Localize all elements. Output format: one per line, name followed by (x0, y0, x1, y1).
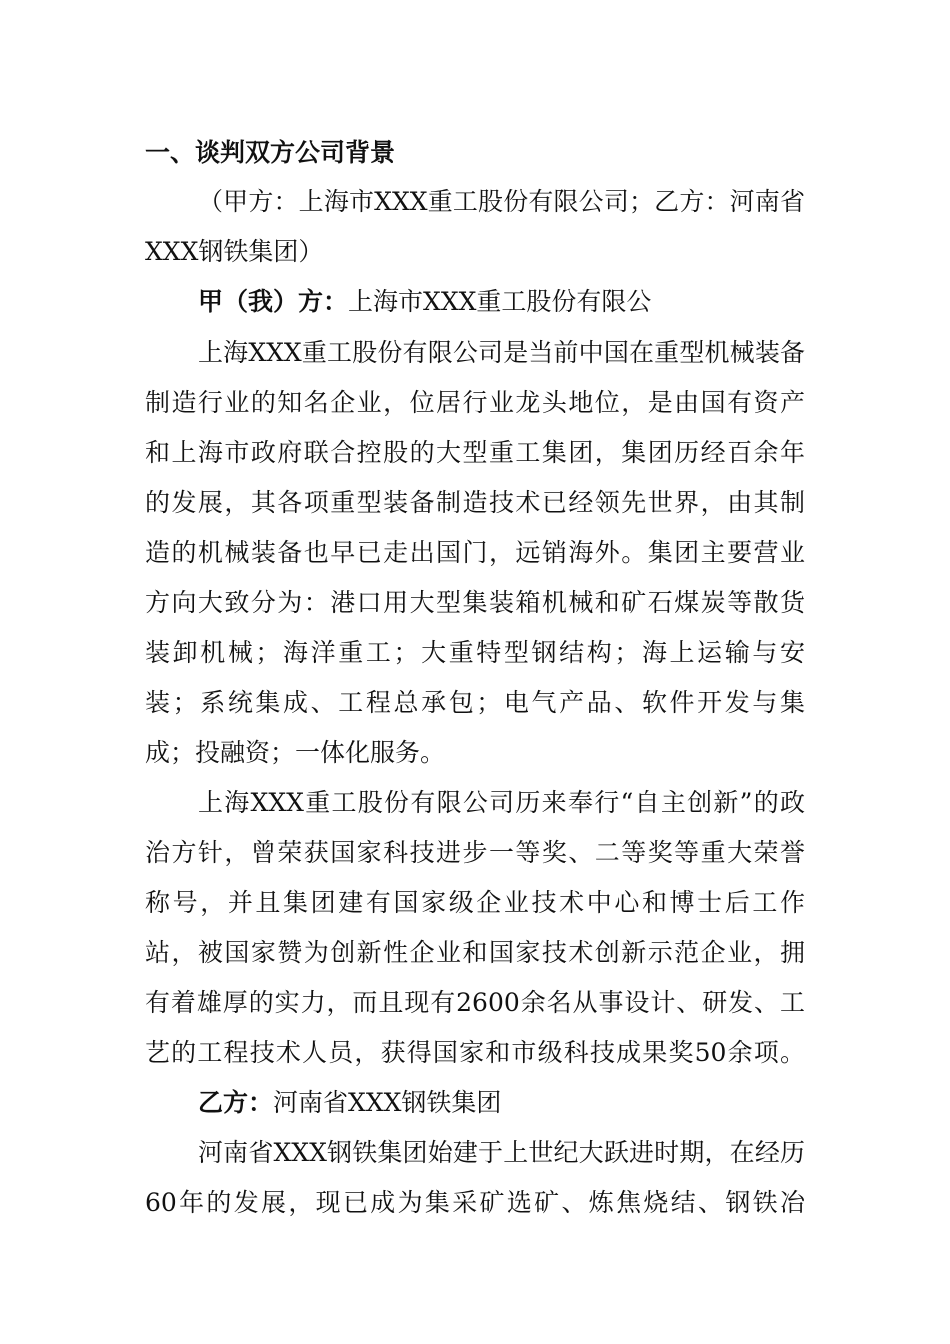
paragraph-line: 艺的工程技术人员，获得国家和市级科技成果奖50余项。 (145, 1038, 805, 1067)
paragraph-line: 治方针，曾荣获国家科技进步一等奖、二等奖等重大荣誉 (145, 838, 805, 867)
paragraph-line: 成；投融资；一体化服务。 (145, 738, 446, 767)
party-a-label: 甲（我）方： (198, 287, 349, 316)
paragraph-line: 河南省XXX钢铁集团始建于上世纪大跃进时期，在经历 (198, 1138, 805, 1167)
paragraph-line: 上海XXX重工股份有限公司历来奉行“自主创新”的政 (198, 788, 805, 817)
paragraph-line: 的发展，其各项重型装备制造技术已经领先世界，由其制 (145, 488, 805, 517)
paragraph-line: 上海XXX重工股份有限公司是当前中国在重型机械装备 (198, 338, 805, 367)
paragraph-line: 和上海市政府联合控股的大型重工集团，集团历经百余年 (145, 438, 805, 467)
paragraph-line: 装；系统集成、工程总承包；电气产品、软件开发与集 (145, 688, 805, 717)
paragraph-line: 方向大致分为：港口用大型集装箱机械和矿石煤炭等散货 (145, 588, 805, 617)
party-a-name: 上海市XXX重工股份有限公 (348, 287, 652, 316)
party-b-heading (198, 1086, 501, 1120)
parties-note-line: XXX钢铁集团） (145, 237, 324, 266)
parties-note-line: （甲方：上海市XXX重工股份有限公司；乙方：河南省 (198, 187, 805, 216)
party-b-label: 乙方： (198, 1088, 274, 1117)
paragraph-line: 称号，并且集团建有国家级企业技术中心和博士后工作 (145, 888, 805, 917)
paragraph-line: 站，被国家赞为创新性企业和国家技术创新示范企业，拥 (145, 938, 805, 967)
paragraph-line: 装卸机械；海洋重工；大重特型钢结构；海上运输与安 (145, 638, 805, 667)
party-b-name: 河南省XXX钢铁集团 (273, 1088, 502, 1117)
paragraph-line: 60年的发展，现已成为集采矿选矿、炼焦烧结、钢铁冶 (145, 1188, 805, 1217)
section-heading: 一、谈判双方公司背景 (145, 138, 396, 167)
party-a-heading (198, 285, 651, 319)
paragraph-line: 造的机械装备也早已走出国门，远销海外。集团主要营业 (145, 538, 805, 567)
paragraph-line: 制造行业的知名企业，位居行业龙头地位，是由国有资产 (145, 388, 805, 417)
paragraph-line: 有着雄厚的实力，而且现有2600余名从事设计、研发、工 (145, 988, 805, 1017)
